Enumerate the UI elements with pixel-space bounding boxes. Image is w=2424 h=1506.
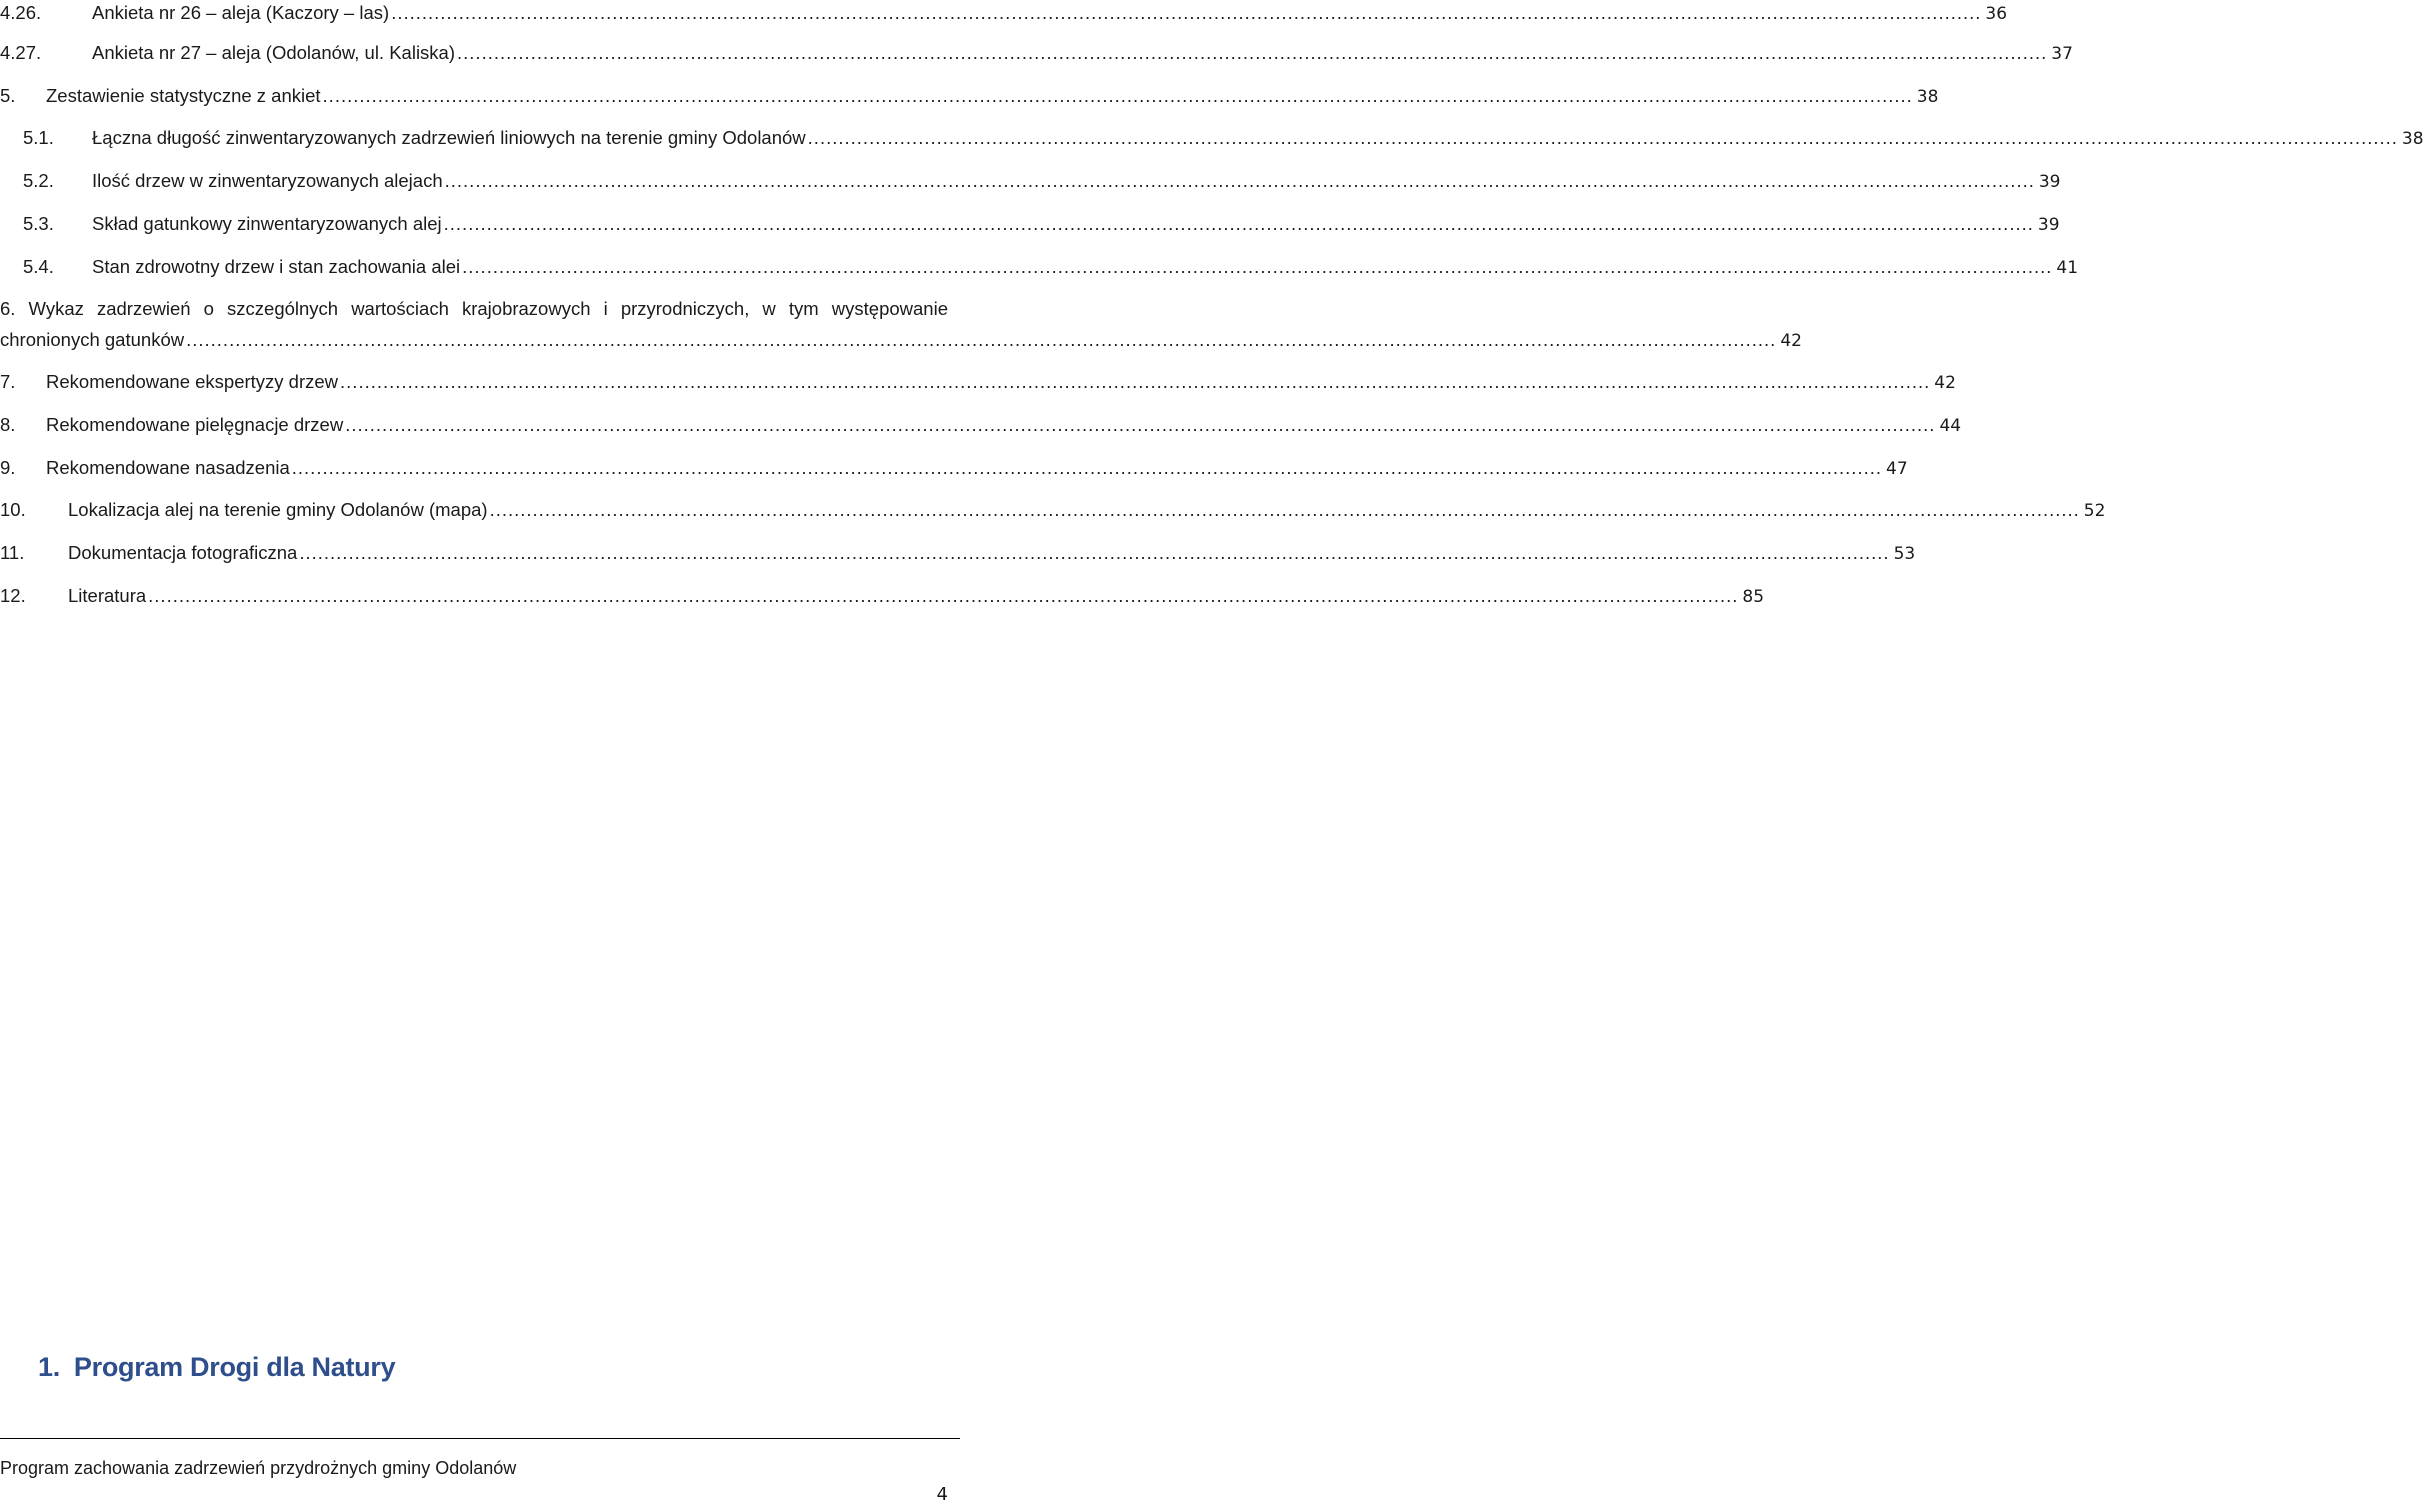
toc-entry-number: 6. <box>0 298 16 319</box>
toc-leader-dots <box>457 40 2047 66</box>
toc-entry-number: 10. <box>0 499 26 520</box>
toc-entry-title: Rekomendowane pielęgnacje drzew <box>46 414 344 435</box>
toc-leader-dots <box>299 540 1889 566</box>
toc-entry[interactable] <box>23 254 2079 280</box>
toc-entry-title-line2 <box>0 324 1802 357</box>
toc-entry-title: Ilość drzew w zinwentaryzowanych alejach <box>92 170 443 191</box>
toc-entry-page: 52 <box>2083 501 2106 521</box>
toc-leader-dots <box>391 0 1981 26</box>
toc-leader-dots <box>462 254 2052 280</box>
toc-word: zadrzewień <box>96 298 191 319</box>
toc-leader-dots <box>340 369 1930 395</box>
toc-entry-title: Literatura <box>68 585 147 606</box>
toc-entry-number: 5.1. <box>23 127 54 148</box>
toc-entry[interactable] <box>23 168 2061 194</box>
toc-entry-page: 39 <box>2037 215 2060 235</box>
toc-entry-page: 39 <box>2038 172 2061 192</box>
toc-entry[interactable] <box>0 0 2008 26</box>
toc-entry-number: 4.26. <box>0 2 42 23</box>
toc-entry-number: 11. <box>0 542 25 563</box>
toc-entry[interactable] <box>0 455 1908 481</box>
toc-entry-title: Ankieta nr 27 – aleja (Odolanów, ul. Kaliska) <box>92 42 456 63</box>
toc-entry-title: Łączna długość zinwentaryzowanych zadrzewień liniowych na terenie gminy Odolanów <box>92 127 806 148</box>
toc-entry[interactable] <box>0 412 1962 438</box>
toc-entry-number: 5.4. <box>23 256 54 277</box>
toc-entry[interactable] <box>0 583 1765 609</box>
toc-entry-title: Rekomendowane nasadzenia <box>46 457 290 478</box>
toc-entry-title: Lokalizacja alej na terenie gminy Odolanów (mapa) <box>68 499 488 520</box>
toc-word: o <box>203 298 214 319</box>
toc-entry-title: Stan zdrowotny drzew i stan zachowania alei <box>92 256 461 277</box>
toc-entry[interactable] <box>23 125 2424 151</box>
toc-entry[interactable] <box>0 497 2106 523</box>
footer-divider <box>0 1438 960 1439</box>
toc-entry-number: 9. <box>0 457 16 478</box>
toc-entry-title: Ankieta nr 26 – aleja (Kaczory – las) <box>92 2 390 23</box>
toc-entry-title: Skład gatunkowy zinwentaryzowanych alej <box>92 213 442 234</box>
toc-word: w <box>762 298 776 319</box>
toc-entry-title: Rekomendowane ekspertyzy drzew <box>46 371 339 392</box>
footer-title: Program zachowania zadrzewień przydrożnych gminy Odolanów <box>0 1458 517 1478</box>
toc-entry-number: 5. <box>0 85 16 106</box>
toc-leader-dots <box>148 583 1738 609</box>
toc-entry-title-line1 <box>0 293 948 324</box>
toc-word: szczególnych <box>227 298 339 319</box>
toc-entry-wrapped[interactable] <box>0 293 1802 357</box>
toc-word: i <box>603 298 608 319</box>
toc-entry-number: 12. <box>0 585 26 606</box>
toc-entry-page: 38 <box>1916 87 1939 107</box>
toc-leader-dots <box>323 83 1913 109</box>
toc-entry-number: 4.27. <box>0 42 42 63</box>
section-heading <box>38 1352 395 1383</box>
toc-word: krajobrazowych <box>461 298 591 319</box>
toc-entry-number: 8. <box>0 414 16 435</box>
toc-entry[interactable] <box>0 40 2073 66</box>
toc-word: tym <box>788 298 819 319</box>
toc-entry-number: 5.2. <box>23 170 54 191</box>
toc-entry-page: 42 <box>1934 373 1956 393</box>
section-heading-title: Program Drogi dla Natury <box>73 1352 396 1382</box>
toc-entry[interactable] <box>0 369 1956 395</box>
toc-leader-dots <box>186 324 1776 355</box>
toc-entry-number: 5.3. <box>23 213 54 234</box>
toc-entry-title: chronionych gatunków <box>0 329 185 350</box>
toc-entry-page: 38 <box>2401 129 2424 149</box>
toc-entry-page: 42 <box>1780 331 1802 351</box>
toc-entry[interactable] <box>23 211 2060 237</box>
toc-entry-page: 36 <box>1985 4 2008 24</box>
toc-entry-page: 41 <box>2056 258 2079 278</box>
toc-entry-title: Dokumentacja fotograficzna <box>68 542 298 563</box>
toc-word: występowanie <box>831 298 948 319</box>
toc-leader-dots <box>292 455 1882 481</box>
toc-entry-title: Zestawienie statystyczne z ankiet <box>46 85 321 106</box>
toc-entry-page: 53 <box>1893 544 1916 564</box>
toc-entry[interactable] <box>0 83 1939 109</box>
toc-entry-number: 7. <box>0 371 16 392</box>
toc-word: Wykaz <box>28 298 84 319</box>
toc-leader-dots <box>445 168 2035 194</box>
toc-leader-dots <box>345 412 1935 438</box>
toc-word: przyrodniczych, <box>620 298 750 319</box>
toc-word: wartościach <box>351 298 449 319</box>
toc-leader-dots <box>490 497 2080 523</box>
toc-leader-dots <box>444 211 2034 237</box>
toc-entry-page: 44 <box>1939 416 1962 436</box>
toc-entry-page: 85 <box>1742 587 1765 607</box>
toc-entry-page: 47 <box>1886 459 1908 479</box>
toc-leader-dots <box>808 125 2398 151</box>
toc-entry-page: 37 <box>2051 44 2073 64</box>
footer-page-number: 4 <box>936 1484 948 1505</box>
toc-entry[interactable] <box>0 540 1916 566</box>
section-heading-number: 1. <box>38 1352 60 1382</box>
